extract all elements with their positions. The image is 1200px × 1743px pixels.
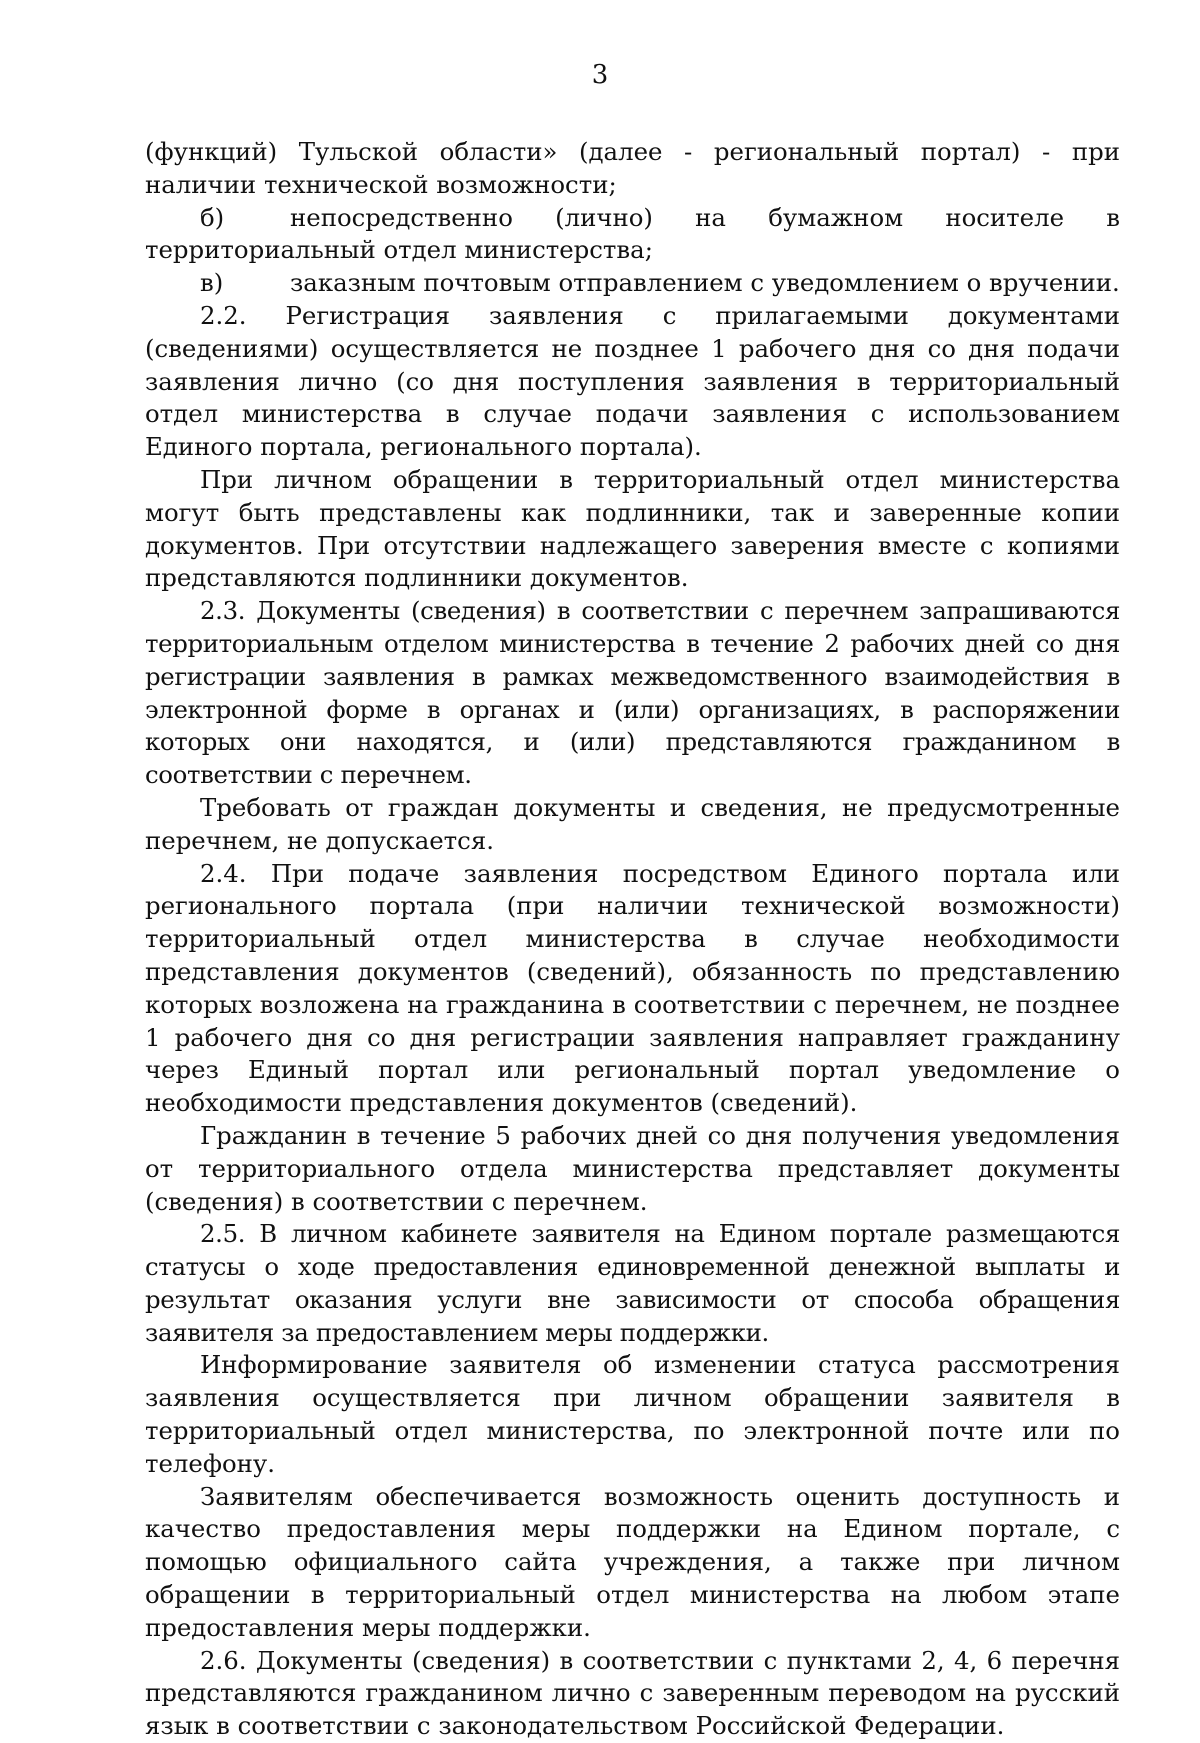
document-body [145, 136, 1120, 1743]
paragraph-continuation: (функций) Тульской области» (далее - региональный портал) - при наличии технической возможности; [145, 137, 1120, 199]
list-item-b [145, 202, 1120, 268]
paragraph-2-2: 2.2. Регистрация заявления с прилагаемыми документами (сведениями) осуществляется не позднее 1 рабочего дня со дня подачи заявления лично (со дня поступления заявления в территориальный отдел министерства в случае подачи заявления с использованием Единого портала, регионального портала). [145, 300, 1120, 462]
paragraph-citizen-deadline: Гражданин в течение 5 рабочих дней со дня получения уведомления от территориального отдела министерства представляет документы (сведения) в соответствии с перечнем. [145, 1120, 1120, 1216]
list-item-v [145, 267, 1120, 300]
paragraph-2-5: 2.5. В личном кабинете заявителя на Едином портале размещаются статусы о ходе предоставления единовременной денежной выплаты и результат оказания услуги вне зависимости от способа обращения заявителя за предоставлением меры поддержки. [145, 1219, 1120, 1347]
page-number: 3 [591, 60, 609, 90]
paragraph-2-4: 2.4. При подаче заявления посредством Единого портала или регионального портала (при наличии технической возможности) территориальный отдел министерства в случае необходимости представления документов (сведений), обязанность по представлению которых возложена на гражданина в соответствии с перечнем, не позднее 1 рабочего дня со дня регистрации заявления направляет гражданину через Единый портал или региональный портал уведомление о необходимости представления документов (сведений). [145, 858, 1120, 1118]
paragraph-personal-appeal: При личном обращении в территориальный отдел министерства могут быть представлены как подлинники, так и заверенные копии документов. При отсутствии надлежащего заверения вместе с копиями представляются подлинники документов. [145, 464, 1120, 593]
paragraph-2-3: 2.3. Документы (сведения) в соответствии с перечнем запрашиваются территориальным отделом министерства в течение 2 рабочих дней со дня регистрации заявления в рамках межведомственного взаимодействия в электронной форме в органах и (или) организациях, в распоряжении которых они находятся, и (или) представляются гражданином в соответствии с перечнем. [145, 596, 1120, 790]
paragraph-status-info: Информирование заявителя об изменении статуса рассмотрения заявления осуществляется при личном обращении заявителя в территориальный отдел министерства, по электронной почте или по телефону. [145, 1350, 1120, 1478]
list-marker: в) [200, 268, 224, 298]
paragraph-quality-assessment: Заявителям обеспечивается возможность оценить доступность и качество предоставления меры поддержки на Едином портале, с помощью официального сайта учреждения, а также при личном обращении в территориальный отдел министерства на любом этапе предоставления меры поддержки. [145, 1481, 1120, 1642]
paragraph-2-6: 2.6. Документы (сведения) в соответствии с пунктами 2, 4, 6 перечня представляются гражданином лично с заверенным переводом на русский язык в соответствии с законодательством Российской Федерации. [145, 1645, 1120, 1741]
paragraph-prohibition: Требовать от граждан документы и сведения, не предусмотренные перечнем, не допускается. [145, 792, 1120, 855]
list-item-text: заказным почтовым отправлением с уведомлением о вручении. [290, 268, 1120, 298]
list-item-text: непосредственно (лично) на бумажном носителе в территориальный отдел министерства; [145, 202, 1120, 265]
list-marker: б) [200, 202, 225, 232]
